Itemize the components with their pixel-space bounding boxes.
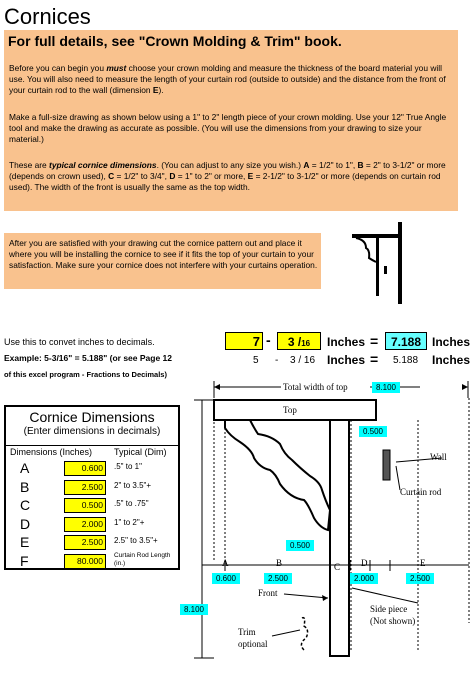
dim-e-label: E bbox=[420, 558, 426, 568]
dim-a-value: 0.600 bbox=[212, 573, 240, 584]
numerator[interactable]: 3 bbox=[287, 335, 295, 349]
converter-example: Example: 5-3/16" = 5.188" (or see Page 12 bbox=[4, 353, 173, 363]
converter-example-2: of this excel program - Fractions to Decimals) bbox=[4, 370, 167, 379]
cornice-sketch bbox=[344, 222, 406, 304]
dimension-letter: C bbox=[20, 497, 31, 513]
dimension-typical: .5" to .75" bbox=[114, 499, 149, 508]
equals-sign-2: = bbox=[370, 351, 379, 367]
trim-optional-label: optional bbox=[238, 639, 268, 649]
dimension-letter: B bbox=[20, 478, 30, 495]
dimension-row bbox=[6, 515, 178, 533]
cornice-diagram bbox=[180, 378, 474, 681]
example-result: 5.188 bbox=[393, 355, 419, 366]
trim-label: Trim bbox=[238, 627, 256, 637]
denominator[interactable]: 16 bbox=[301, 339, 311, 348]
equals-sign: = bbox=[370, 333, 379, 349]
fraction-input[interactable]: 3 /16 bbox=[277, 332, 321, 350]
instructions-panel bbox=[4, 30, 458, 211]
inches-label-3: Inches bbox=[327, 353, 366, 367]
cornice-dimensions-table bbox=[4, 405, 180, 570]
dim-d-value: 2.000 bbox=[350, 573, 378, 584]
side-piece-note: (Not shown) bbox=[370, 616, 416, 626]
page-title: Cornices bbox=[4, 4, 91, 29]
dimension-letter: D bbox=[20, 515, 31, 532]
table-title: Cornice Dimensions bbox=[29, 409, 155, 425]
dimension-row bbox=[6, 552, 178, 570]
example-whole: 5 bbox=[253, 355, 259, 366]
dim-a-label: A bbox=[222, 558, 229, 568]
wall-label: Wall bbox=[430, 452, 447, 462]
instructions-header: For full details, see "Crown Molding & Trim" book. bbox=[8, 33, 342, 49]
dimension-value-input[interactable]: 80.000 bbox=[64, 554, 106, 569]
dimension-value-input[interactable]: 2.500 bbox=[64, 535, 106, 550]
dimension-letter: A bbox=[20, 460, 30, 476]
dimension-typical: .5" to 1" bbox=[114, 462, 142, 471]
instructions-paragraph-2: Make a full-size drawing as shown below using a 1" to 2" length piece of your crown molding. Use your 12" True Angle tool and make the drawing as accurate as possible. (You will use the dimensions from your drawing to size your material.) bbox=[9, 112, 447, 144]
side-piece-label: Side piece bbox=[370, 604, 408, 614]
dimension-value-input[interactable]: 2.500 bbox=[64, 480, 106, 495]
dimension-value-input[interactable]: 2.000 bbox=[64, 517, 106, 532]
inches-label-1: Inches bbox=[327, 335, 366, 349]
dimension-value-input[interactable]: 0.600 bbox=[64, 461, 106, 476]
dim-d-label: D bbox=[361, 558, 368, 568]
dimension-letter: E bbox=[20, 534, 30, 550]
whole-inches-input[interactable]: 7 bbox=[225, 332, 263, 350]
dimension-value-input[interactable]: 0.500 bbox=[64, 498, 106, 513]
front-label: Front bbox=[258, 588, 278, 598]
col-header-dimensions: Dimensions (Inches) bbox=[10, 447, 93, 457]
top-label: Top bbox=[283, 405, 297, 415]
dim-c-label: C bbox=[334, 562, 341, 572]
total-width-label: Total width of top bbox=[283, 382, 348, 392]
dimension-row bbox=[6, 459, 178, 477]
inches-label-2: Inches bbox=[432, 335, 471, 349]
inches-label-4: Inches bbox=[432, 353, 471, 367]
total-width-value: 8.100 bbox=[372, 382, 400, 393]
dimension-row bbox=[6, 496, 178, 514]
height-value: 8.100 bbox=[180, 604, 208, 615]
instructions-paragraph-1: Before you can begin you must choose your crown molding and measure the thickness of the board material you will use. You will also need to measure the length of your curtain rod (outside to outside) and the distance from the front of your curtain rod to the wall (dimension E). bbox=[9, 63, 446, 95]
table-subtitle: (Enter dimensions in decimals) bbox=[23, 426, 161, 437]
decimal-result: 7.188 bbox=[385, 332, 427, 350]
fit-check-panel bbox=[4, 233, 321, 289]
minus-sign: - bbox=[266, 332, 271, 348]
dim-e-value: 2.500 bbox=[406, 573, 434, 584]
thickness-value: 0.500 bbox=[359, 426, 387, 437]
curtain-rod-label: Curtain rod bbox=[400, 487, 442, 497]
dimension-row bbox=[6, 478, 178, 496]
dimension-typical: 1" to 2"+ bbox=[114, 517, 145, 527]
dimension-row bbox=[6, 533, 178, 551]
dim-b-label: B bbox=[276, 558, 283, 568]
converter-intro: Use this to convet inches to decimals. bbox=[4, 337, 155, 347]
instructions-paragraph-3: These are typical cornice dimensions. (You can adjust to any size you wish.) A = 1/2" to 1", B = 2" to 3-1/2" or more (depends on crown used), C = 1/2" to 3/4", D = 1" to 2" or more, E = 2-1/2" to 3-1/2" or more (depends on curtain rod used). The width of the front is usually the same as the top width. bbox=[9, 160, 446, 192]
dimension-letter: F bbox=[20, 552, 29, 569]
example-minus: - bbox=[275, 355, 279, 366]
col-header-typical: Typical (Dim) bbox=[114, 447, 167, 457]
dimension-typical: 2.5" to 3.5"+ bbox=[114, 536, 158, 545]
example-fraction: 3 / 16 bbox=[290, 355, 316, 366]
fit-check-text: After you are satisfied with your drawing cut the cornice pattern out and place it where you will be installing the cornice to see if it fits the top of your curtain to your satisfaction. Make sure your cornice does not interfere with your curtains operation. bbox=[9, 238, 318, 270]
c-thickness-value: 0.500 bbox=[286, 540, 314, 551]
dimension-typical: Curtain Rod Length (in.) bbox=[114, 551, 171, 567]
dimension-typical: 2" to 3.5"+ bbox=[114, 480, 152, 490]
dim-b-value: 2.500 bbox=[264, 573, 292, 584]
